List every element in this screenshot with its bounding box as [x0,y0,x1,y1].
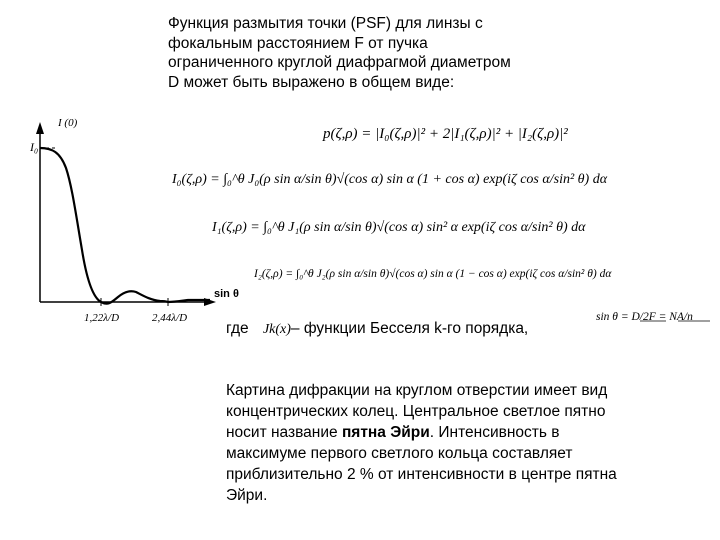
intro-line: Функция размытия точки (PSF) для линзы с [168,15,483,32]
bessel-suffix: – функции Бесселя k-го порядка, [290,320,529,337]
summary-paragraph [226,380,686,506]
intro-line: D может быть выражено в общем виде: [168,73,455,91]
summary-line [226,380,686,401]
summary-text: концентрических колец. Центральное светлое пятно [226,403,606,420]
bessel-symbol: Jk(x) [262,322,291,337]
summary-text: приблизительно 2 % от интенсивности в центре пятна [226,466,617,483]
summary-line [226,464,686,485]
summary-line [226,422,686,443]
airy-spot-term: пятна Эйри [341,424,430,441]
summary-text: Картина дифракции на круглом отверстии имеет вид [226,382,608,399]
bessel-prefix: где [226,320,249,337]
summary-line [226,401,686,422]
formula-p: p(ζ,ρ) = |I₀(ζ,ρ)|² + 2|I₁(ζ,ρ)|² + |I₂(ζ,ρ)|² [323,126,568,142]
plot-y-tick: I₀ [30,140,39,154]
plot-y-label: I (0) [58,117,78,129]
formula-i2: I₂(ζ,ρ) = ∫₀^θ J₂(ρ sin α/sin θ)√(cos α) sin α (1 − cos α) exp(iζ cos α/sin² θ) dα [254,268,612,280]
summary-text: . Интенсивность в [429,424,560,441]
summary-text: Эйри. [226,487,268,504]
plot-x-label: sin θ [214,288,239,300]
plot-x-tick-2: 2,44λ/D [152,312,188,324]
intro-line: ограниченного круглой диафрагмой диаметром [168,54,511,71]
summary-text: носит название [226,424,342,441]
formula-sin-theta: sin θ = D/2F = NA/n [596,311,693,323]
formula-i0: I₀(ζ,ρ) = ∫₀^θ J₀(ρ sin α/sin θ)√(cos α) sin α (1 + cos α) exp(iζ cos α/sin² θ) dα [172,172,608,187]
bessel-line [226,320,528,338]
summary-line [226,443,686,464]
intro-line: фокальным расстоянием F от пучка [168,34,428,52]
plot-x-tick-1: 1,22λ/D [84,312,120,324]
summary-text: максимуме первого светлого кольца составляет [226,445,573,462]
y-axis-arrow [36,122,44,134]
formula-i1: I₁(ζ,ρ) = ∫₀^θ J₁(ρ sin α/sin θ)√(cos α) sin² α exp(iζ cos α/sin² θ) dα [212,220,586,235]
summary-line [226,485,686,506]
